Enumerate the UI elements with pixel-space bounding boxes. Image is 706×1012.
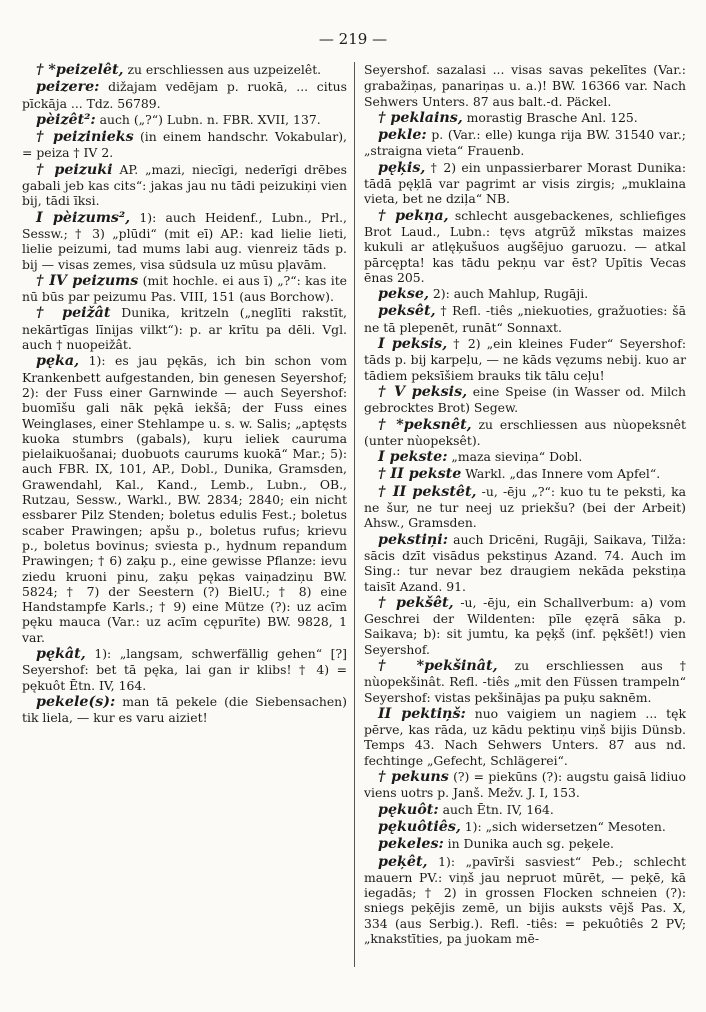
entry-text: „maza sieviņa“ Dobl.	[447, 449, 583, 465]
headword: I pèizums²,	[36, 209, 131, 226]
dictionary-entry	[364, 836, 686, 852]
entry-text: 1): „langsam, schwerfällig gehen“ [?] Seyershof: bet tā pęka, lai gan ir klibs! † 4) = pękuôt Ētn. IV, 164.	[22, 645, 347, 693]
dictionary-entry	[22, 273, 347, 305]
entry-text: nuo vaigiem un nagiem ... tęk pērve, kas rāda, uz kādu pektiņu viņš bijis Dünsb. Temps 43. Nach Sehwers Unters. 87 aus nd. fechtinge „Gefecht, Schlägerei“.	[364, 705, 686, 768]
headword: I peksis,	[378, 336, 448, 353]
entry-text: zu erschliessen aus nùopeksnêt (unter nùopeksêt).	[364, 416, 686, 448]
entry-text: zu erschliessen aus † nùopekšinât. Refl. -tiês „mit den Füssen trampeln“ Seyershof: vistas pekšinājas pa puķu saknēm.	[364, 657, 686, 705]
entry-text: 1): „sich widersetzen“ Mesoten.	[460, 818, 666, 834]
dictionary-entry	[364, 160, 686, 207]
dictionary-entry	[22, 646, 347, 693]
dictionary-entry	[364, 336, 686, 383]
entry-text: Seyershof. sazalasi ... visas savas pekelītes (Var.: grabažiņas, panariņas u. a.)! BW. 16366 var. Nach Sehwers Unters. 87 aus balt.-d. Päckel.	[364, 62, 686, 109]
headword: pekstiņi:	[378, 531, 448, 548]
dictionary-entry	[364, 706, 686, 768]
dictionary-entry	[364, 658, 686, 705]
dictionary-entry	[364, 127, 686, 159]
headword: † II pekste	[378, 466, 462, 483]
dictionary-entry	[364, 854, 686, 947]
dictionary-entry	[364, 484, 686, 531]
entry-text: morastig Brasche Anl. 125.	[462, 109, 638, 125]
entry-text: auch („?“) Lubn. n. FBR. XVII, 137.	[95, 111, 321, 127]
headword: † peizinieks	[36, 129, 134, 146]
entry-text: eine Speise (in Wasser od. Milch gebrocktes Brot) Segew.	[364, 383, 686, 416]
dictionary-entry	[364, 303, 686, 335]
column-divider	[354, 62, 355, 967]
entry-text: dižajam vedējam p. ruokā, ... citus pīckāja ... Tdz. 56789.	[22, 79, 347, 111]
entry-text: † 2) „ein kleines Fuder“ Seyershof: tāds p. bij karpeļu, — ne kāds vęzums nebij. kuo ar tādiem peksīšiem brauks tik tālu ceļu!	[364, 336, 686, 383]
entry-text: (mit hochle. ei aus ī) „?“: kas ite nū būs par peizumu Pas. VIII, 151 (aus Borchow).	[22, 272, 348, 305]
headword: pękuôtiês,	[378, 818, 461, 835]
headword: I pekste:	[378, 449, 448, 466]
entry-text: man tā pekele (die Siebensachen) tik liela, — kur es varu aiziet!	[22, 693, 347, 726]
left-column	[22, 62, 347, 726]
entry-text: auch Ētn. IV, 164.	[438, 801, 554, 817]
dictionary-entry-continuation	[364, 62, 686, 109]
dictionary-entry	[22, 62, 347, 78]
entry-text: schlecht ausgebackenes, schliefiges Brot Laud., Lubn.: tęvs atgrūž mīkstas maizes kukuli ar atlęķušuos augšējuo garuozu. — atkal pārcępta! kas tādu pekņu var ēst? Upītis Vecas ēnas 205.	[364, 207, 686, 285]
dictionary-entry	[22, 112, 347, 128]
entry-text: AP. „mazi, niecīgi, nederīgi drēbes gabali jeb kas cits“: jakas jau nu tādi peizukiņi vien bij, tādi īksi.	[22, 161, 347, 209]
dictionary-entry	[364, 769, 686, 801]
headword: pęka,	[36, 353, 80, 370]
entry-text: 1): „pavīrši sasviest“ Peb.; schlecht mauern PV.: viņš jau nepruot mūrēt, — peķē, kā iegadās; † 2) in grossen Flocken schneien (?): sniegs peķējis zemē, un bijis auksts vējš Pas. X, 334 (aus Serbig.). Refl. -tiês: = pekuôtiês 2 PV; „knakstīties, pa juokam mē-	[364, 853, 686, 947]
entry-text: -u, -ēju „?“: kuo tu te peksti, ka ne šur, ne tur neej uz priekšu? (bei der Arbeit) Ahsw., Gramsden.	[364, 483, 686, 531]
entry-text: 1): auch Heidenf., Lubn., Prl., Sessw.; † 3) „plūdi“ (mit eī) AP.: kad lielie lieti, lielie peizumi, tad mums labi aug. vienreiz tāds p. bij — visas zemes, visa sūdsula uz mūsu pļavām.	[22, 209, 348, 272]
dictionary-entry	[22, 353, 347, 645]
headword: II pektiņš:	[378, 705, 466, 722]
entry-text: p. (Var.: elle) kunga rija BW. 31540 var.; „straigna vieta“ Frauenb.	[364, 127, 686, 159]
headword: pęķis,	[378, 159, 426, 176]
dictionary-entry	[364, 286, 686, 302]
entry-text: † Refl. -tiês „niekuoties, gražuoties: šā ne tā plepenēt, runāt“ Sonnaxt.	[364, 303, 686, 335]
entry-text: in Dunika auch sg. peķele.	[443, 836, 614, 852]
headword: † peizuki	[36, 161, 113, 178]
entry-text: (?) = piekūns (?): augstu gaisā lidiuo viens uotrs p. Janš. Mežv. J. I, 153.	[364, 769, 686, 801]
dictionary-entry	[364, 208, 686, 285]
entry-text: 2): auch Mahlup, Rugāji.	[428, 286, 589, 302]
dictionary-entry	[364, 110, 686, 126]
headword: † II pekstêt,	[378, 483, 477, 500]
entry-text: (in einem handschr. Vokabular), = peiza † IV 2.	[22, 129, 347, 161]
entry-text: † 2) ein unpassierbarer Morast Dunika: tādā pęķlā var pagrimt ar visis zirgis; „muklaina vieta, bet ne dziļa“ NB.	[364, 159, 686, 207]
headword: pekeles:	[378, 836, 444, 853]
headword: † peižât	[36, 305, 111, 322]
headword: † V peksis,	[378, 383, 468, 400]
headword: † IV peizums	[36, 272, 139, 289]
headword: peizere:	[36, 79, 100, 96]
headword: pękât,	[36, 645, 86, 662]
dictionary-entry	[364, 466, 686, 482]
dictionary-entry	[22, 79, 347, 111]
entry-text: zu erschliessen aus uzpeizelêt.	[123, 62, 322, 77]
dictionary-entry	[22, 210, 347, 272]
headword: peķêt,	[378, 853, 428, 870]
headword: † pekuns	[378, 769, 449, 786]
dictionary-entry	[364, 384, 686, 416]
entry-text: Warkl. „das Innere vom Apfel“.	[461, 466, 661, 482]
headword: pèizêt²:	[36, 111, 96, 128]
dictionary-entry	[22, 305, 347, 352]
entry-text: -u, -ēju, ein Schallverbum: a) vom Geschrei der Wildenten: pīle ęzęrā sāka p. Saikava; b): sit jumtu, ka pęķš (inf. pękšēt!) vien Seyershof.	[364, 594, 686, 657]
headword: † *pekšinât,	[378, 657, 498, 674]
headword: pekse,	[378, 286, 429, 303]
headword: † pekņa,	[378, 207, 449, 224]
headword: peksêt,	[378, 303, 436, 320]
headword: † *peksnêt,	[378, 416, 472, 433]
headword: † *peizelêt,	[36, 62, 124, 78]
dictionary-entry	[364, 802, 686, 818]
headword: pekle:	[378, 127, 427, 144]
entry-text: auch Dricēni, Rugāji, Saikava, Tilža: sācis dzīt visādus pekstiņus Azand. 74. Auch im Sing.: tur nevar bez draugiem nekāda pekstiņa taisīt Azand. 91.	[364, 531, 686, 594]
dictionary-entry	[364, 417, 686, 449]
dictionary-entry	[22, 694, 347, 726]
headword: pękuôt:	[378, 801, 439, 818]
headword: pekele(s):	[36, 693, 116, 710]
dictionary-entry	[364, 449, 686, 465]
entry-text: 1): es jau pękās, ich bin schon vom Krankenbett aufgestanden, bin genesen Seyershof; 2): der Fuss einer Garnwinde — auch Seyershof: buomīšu gali nāk pękā iekšā; der Fuss eines Weinglases, einer Stehlampe u. s. w. Salis; „aptęsts kuoka stumbrs (gabals), kuŗu ieliek cauruma pielaikuošanai; duobuots caurums kuokā“ Mar.; 5): auch FBR. IX, 101, AP., Dobl., Dunika, Gramsden, Grawendahl, Kal., Kand., Lemb., Lubn., OB., Rutzau, Sessw., Warkl., BW. 2834; 2840; ein nicht essbarer Pilz Stenden; boletus edulis Fest.; boletus scaber Prawingen; apšu p., boletus rufus; krievu p., boletus bovinus; sviesta p., hydnum repandum Prawingen; † 6) zaķu p., eine gewisse Pflanze: ievu ziedu kruoni pinu, zaķu pękas vaiņadziņu BW. 5824; † 7) der Seestern (?) BielU.; † 8) eine Handstampfe Karls.; † 9) eine Mütze (?): uz acīm pęku mauca (Var.: uz acīm cępurīte) BW. 9828, 1 var.	[22, 353, 347, 645]
right-column	[364, 62, 686, 947]
headword: † peklains,	[378, 109, 463, 126]
dictionary-entry	[364, 532, 686, 594]
dictionary-entry	[22, 162, 347, 209]
entry-text: Dunika, kritzeln („neglīti rakstīt, nekārtīgas līnijas vilkt“): p. ar krītu pa dēli. Vgl. auch † nuopeižât.	[22, 305, 347, 353]
page-number: — 219 —	[318, 30, 388, 48]
dictionary-entry	[364, 595, 686, 657]
headword: † pekšêt,	[378, 594, 454, 611]
dictionary-entry	[364, 819, 686, 835]
dictionary-entry	[22, 129, 347, 161]
